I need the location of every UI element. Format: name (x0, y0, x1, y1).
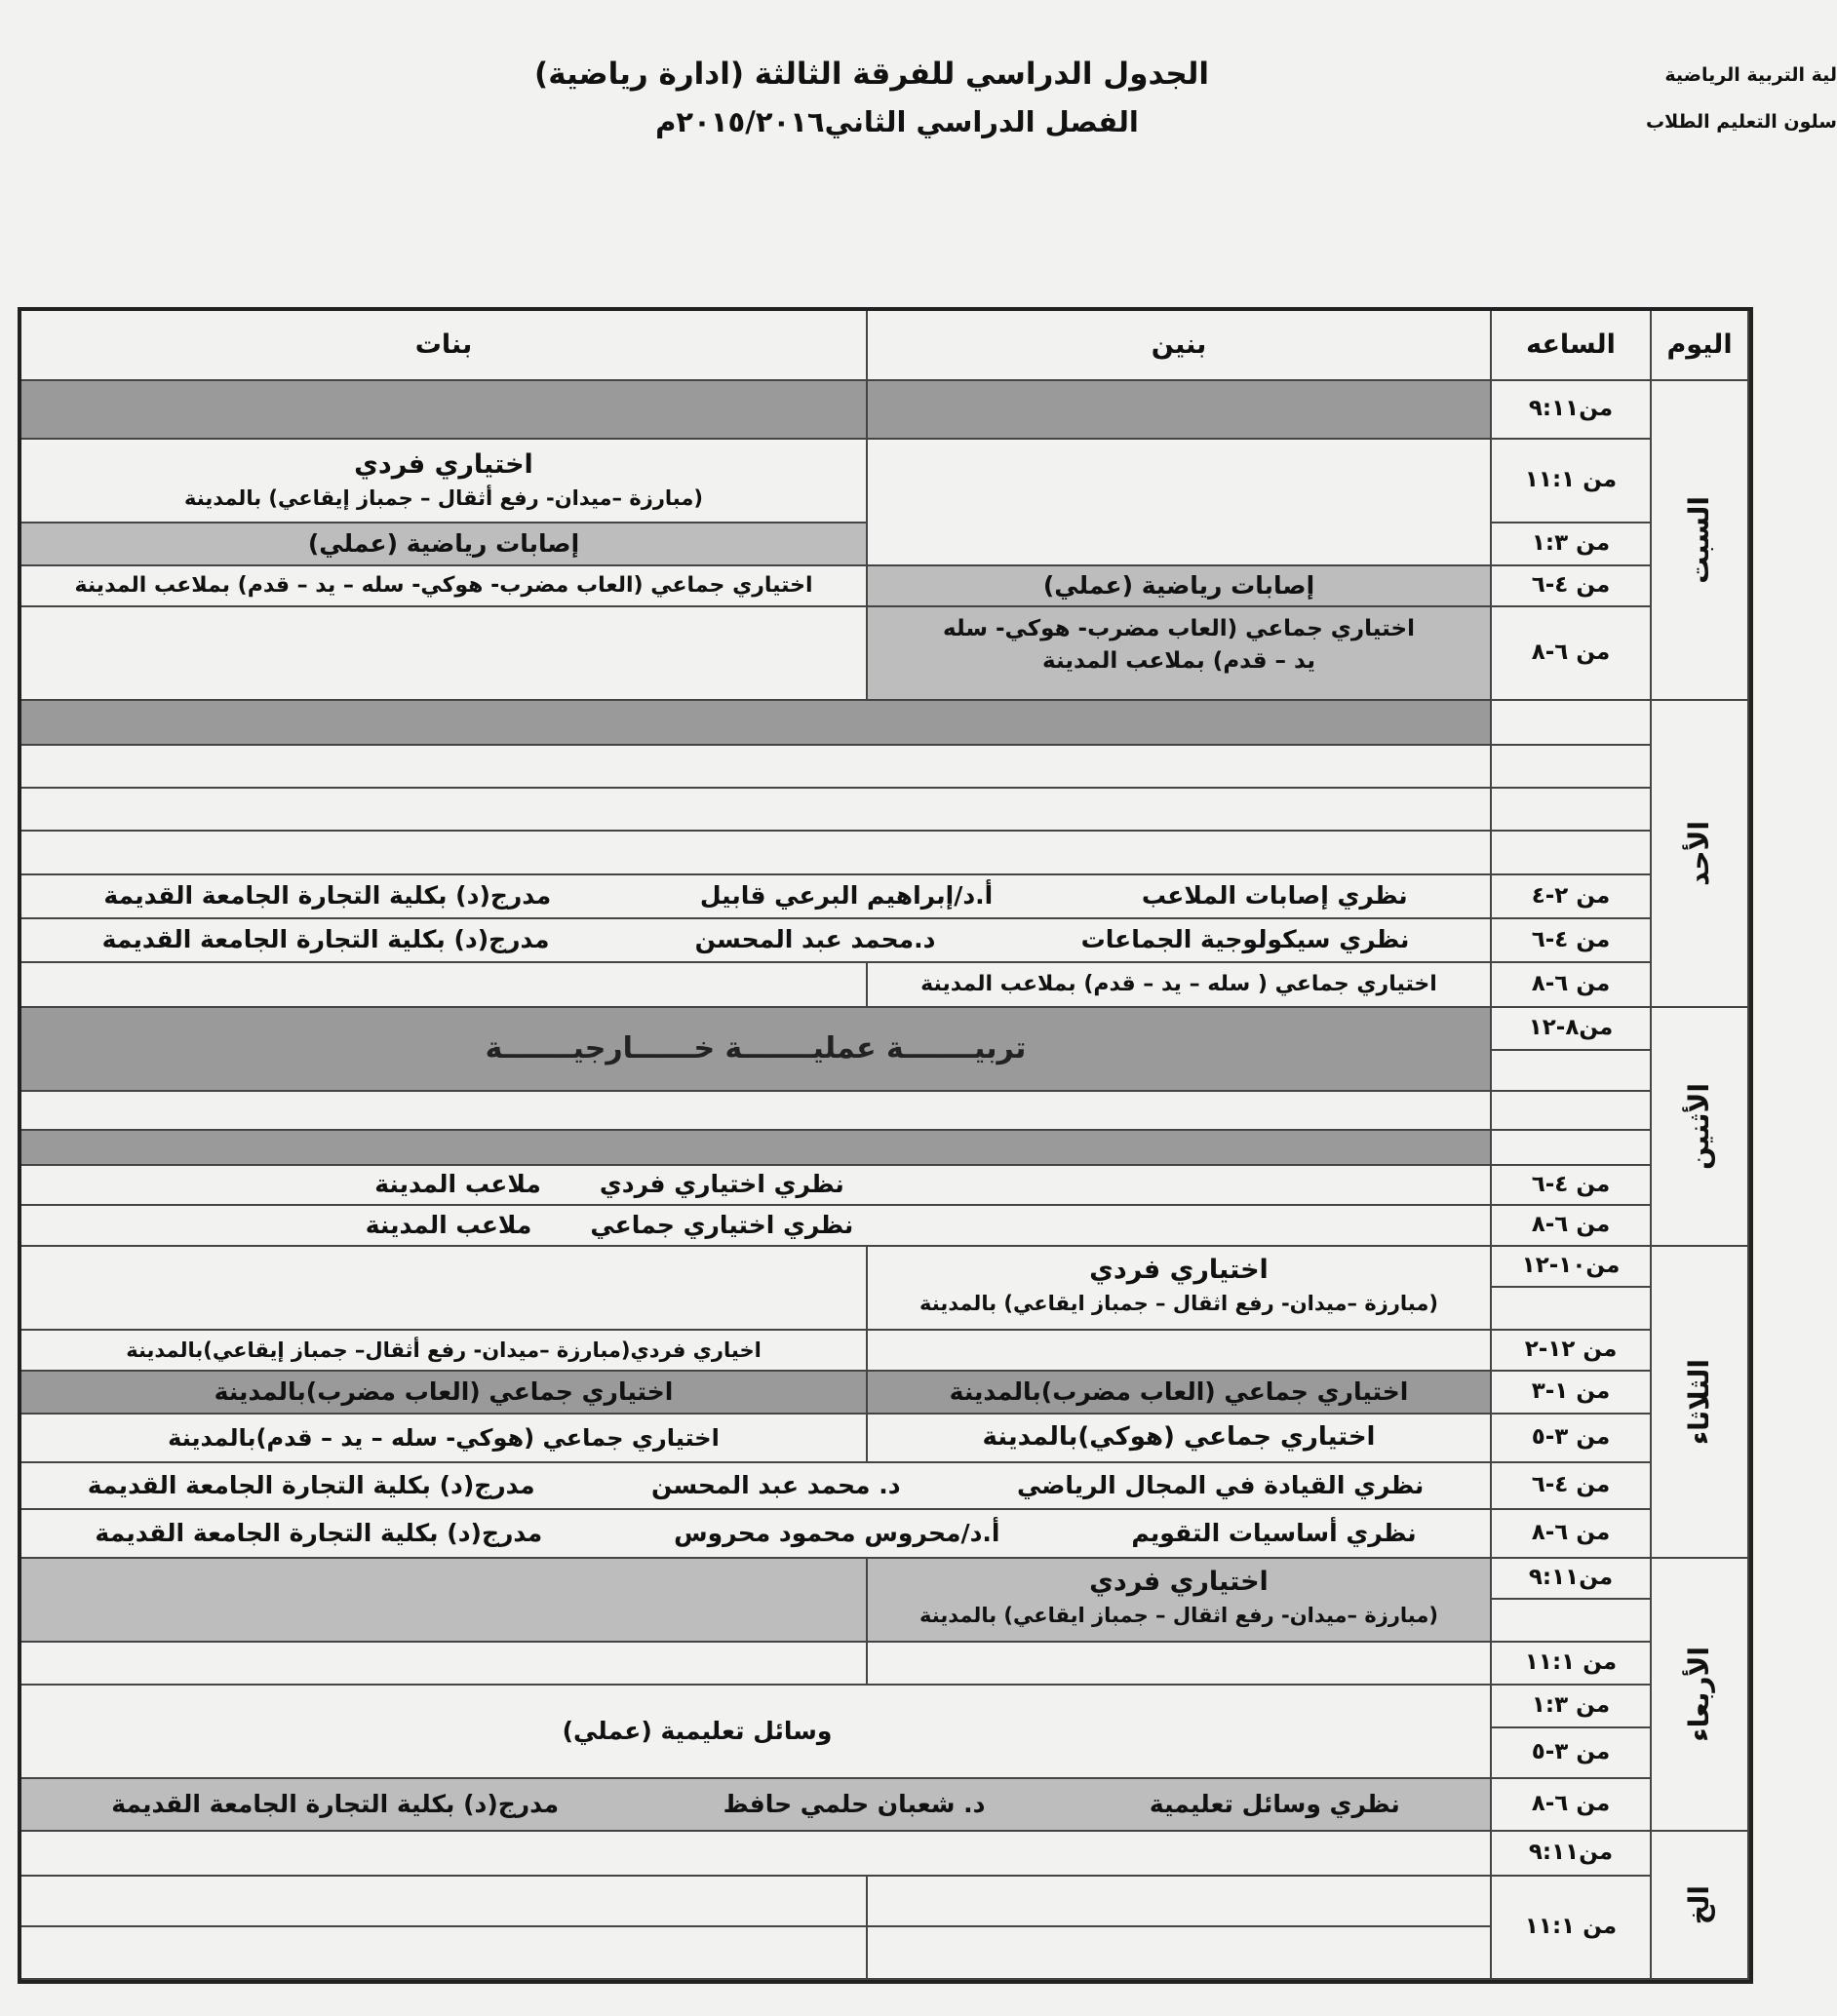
institution-line-2: سلون التعليم الطلاب (1645, 111, 1837, 133)
time-cell: من ٦-٨ (1492, 607, 1652, 701)
time-cell: من ٤-٦ (1492, 566, 1652, 607)
girls-injuries-sat: إصابات رياضية (عملي) (21, 523, 868, 566)
time-cell: من ٤-٦ (1492, 1463, 1652, 1510)
empty-slot (868, 1643, 1492, 1686)
institution-line-1: لية التربية الرياضية (1664, 64, 1837, 86)
header-day: اليوم (1652, 311, 1749, 381)
time-cell: من ١١:١ (1492, 440, 1652, 523)
time-cell (1492, 832, 1652, 875)
empty-slot (21, 832, 1492, 875)
empty-slot (868, 1877, 1492, 1927)
time-cell: من١٠-١٢ (1492, 1247, 1652, 1288)
empty-slot (21, 789, 1492, 832)
time-cell: من ١:٣ (1492, 523, 1652, 566)
time-cell: من ٦-٨ (1492, 1510, 1652, 1559)
girls-individual-sat (21, 440, 868, 523)
external-training-mon (21, 1008, 1492, 1092)
professor-name: د. شعبان حلمي حافظ (723, 1789, 986, 1818)
professor-name: د.محمد عبد المحسن (694, 925, 936, 954)
empty-slot (21, 1832, 1492, 1877)
course-name: نظري وسائل تعليمية (1149, 1789, 1400, 1818)
lecture-place: ملاعب المدينة (374, 1170, 541, 1199)
empty-slot (21, 1877, 868, 1927)
time-cell: من ٣-٥ (1492, 1728, 1652, 1779)
course-name: نظري اختياري جماعي (590, 1210, 854, 1239)
course-title: اختياري فردي (1089, 1567, 1269, 1597)
lecture-mon-1 (21, 1166, 1492, 1206)
time-cell: من ١١:١ (1492, 1643, 1652, 1686)
page-subtitle: الفصل الدراسي الثاني٢٠١٥/٢٠١٦م (655, 105, 1139, 138)
boys-hockey-tue: اختياري جماعي (هوكي)بالمدينة (868, 1415, 1492, 1463)
empty-slot (868, 1331, 1492, 1372)
day-tuesday: الثلاثاء (1652, 1247, 1749, 1559)
course-title: اختياري فردي (354, 449, 533, 480)
girls-racket-tue: اختياري جماعي (العاب مضرب)بالمدينة (21, 1372, 868, 1415)
empty-slot (21, 607, 868, 701)
girls-team-sat: اختياري جماعي (العاب مضرب- هوكي- سله – يد – قدم) بملاعب المدينة (21, 566, 868, 607)
time-cell: من٩:١١ (1492, 381, 1652, 440)
course-name: وسائل تعليمية (عملي) (562, 1716, 833, 1745)
lecture-hall: مدرج(د) بكلية التجارة الجامعة القديمة (87, 1470, 535, 1499)
time-cell: من ١٢-٢ (1492, 1331, 1652, 1372)
course-name: نظري اختياري فردي (599, 1170, 844, 1199)
blocked-slot (21, 381, 868, 440)
lecture-sun-2 (21, 919, 1492, 963)
day-sunday: الأحد (1652, 701, 1749, 1008)
empty-slot (21, 1092, 1492, 1131)
course-title: اختياري فردي (1089, 1255, 1269, 1285)
day-monday: الأثنين (1652, 1008, 1749, 1247)
header-time: الساعه (1492, 311, 1652, 381)
time-cell (1492, 746, 1652, 789)
boys-injuries-sat: إصابات رياضية (عملي) (868, 566, 1492, 607)
lecture-hall: مدرج(د) بكلية التجارة الجامعة القديمة (103, 881, 552, 911)
professor-name: د. محمد عبد المحسن (651, 1470, 901, 1499)
page-title: الجدول الدراسي للفرقة الثالثة (ادارة رياضية) (534, 57, 1209, 92)
time-cell (1492, 1288, 1652, 1331)
training-label: تربيـــــــة عمليـــــــة خــــــارجيـــــــة (485, 1031, 1027, 1066)
time-cell: من ١-٣ (1492, 1372, 1652, 1415)
course-detail: (مبارزة –ميدان- رفع اثقال – جمباز ايقاعي) بالمدينة (919, 1604, 1438, 1628)
course-detail: (مبارزة –ميدان- رفع اثقال – جمباز ايقاعي) بالمدينة (919, 1292, 1438, 1316)
lecture-place: ملاعب المدينة (365, 1210, 532, 1239)
course-detail: (مبارزة –ميدان- رفع أثقال – جمباز إيقاعي) بالمدينة (184, 486, 703, 511)
empty-slot (21, 1927, 868, 1980)
time-cell: من٩:١١ (1492, 1559, 1652, 1600)
professor-name: أ.د/إبراهيم البرعي قابيل (699, 881, 994, 911)
boys-individual-wed (868, 1559, 1492, 1643)
time-cell: من ٦-٨ (1492, 1779, 1652, 1832)
time-cell: من٨-١٢ (1492, 1008, 1652, 1051)
time-cell: من ٣-٥ (1492, 1415, 1652, 1463)
day-thursday: الخ (1652, 1832, 1749, 1980)
time-cell: من٩:١١ (1492, 1832, 1652, 1877)
girls-individual-tue: اخياري فردي(مبارزة –ميدان- رفع أثقال– جمباز إيقاعي)بالمدينة (21, 1331, 868, 1372)
header-girls: بنات (21, 311, 868, 381)
time-cell: من ٢-٤ (1492, 875, 1652, 919)
time-cell (1492, 1131, 1652, 1166)
empty-slot (868, 1927, 1492, 1980)
blocked-slot (21, 701, 1492, 746)
time-cell: من ١١:١ (1492, 1877, 1652, 1980)
lecture-sun-1 (21, 875, 1492, 919)
boys-individual-tue (868, 1247, 1492, 1331)
lecture-hall: مدرج(د) بكلية التجارة الجامعة القديمة (111, 1789, 560, 1818)
course-name: نظري أساسيات التقويم (1131, 1518, 1417, 1547)
blocked-slot (21, 1131, 1492, 1166)
blocked-slot (868, 381, 1492, 440)
lecture-hall: مدرج(د) بكلية التجارة الجامعة القديمة (95, 1518, 543, 1547)
lecture-tue-1 (21, 1463, 1492, 1510)
media-practical-wed (21, 1686, 1492, 1779)
time-cell (1492, 1051, 1652, 1092)
course-name: نظري إصابات الملاعب (1141, 881, 1408, 911)
blocked-slot (21, 1559, 868, 1643)
day-saturday: السبت (1652, 381, 1749, 701)
empty-slot (21, 1247, 868, 1331)
boys-racket-tue: اختياري جماعي (العاب مضرب)بالمدينة (868, 1372, 1492, 1415)
schedule-table (18, 307, 1753, 1984)
empty-slot (21, 1643, 868, 1686)
lecture-hall: مدرج(د) بكلية التجارة الجامعة القديمة (101, 925, 550, 954)
lecture-tue-2 (21, 1510, 1492, 1559)
professor-name: أ.د/محروس محمود محروس (674, 1518, 1000, 1547)
time-cell: من ٤-٦ (1492, 1166, 1652, 1206)
time-cell (1492, 701, 1652, 746)
girls-team-tue: اختياري جماعي (هوكي- سله – يد – قدم)بالمدينة (21, 1415, 868, 1463)
time-cell (1492, 1092, 1652, 1131)
day-wednesday: الأربعاء (1652, 1559, 1749, 1832)
header-boys: بنين (868, 311, 1492, 381)
time-cell: من ٤-٦ (1492, 919, 1652, 963)
time-cell: من ٦-٨ (1492, 1206, 1652, 1247)
course-name: نظري القيادة في المجال الرياضي (1016, 1470, 1425, 1499)
empty-slot (21, 746, 1492, 789)
empty-slot (868, 440, 1492, 566)
course-line: اختياري جماعي (العاب مضرب- هوكي- سله (943, 616, 1415, 641)
lecture-wed (21, 1779, 1492, 1832)
empty-slot (21, 963, 868, 1008)
course-line: يد – قدم) بملاعب المدينة (1042, 648, 1315, 675)
time-cell: من ١:٣ (1492, 1686, 1652, 1728)
time-cell (1492, 789, 1652, 832)
time-cell: من ٦-٨ (1492, 963, 1652, 1008)
boys-team-sat (868, 607, 1492, 701)
boys-team-sun: اختياري جماعي ( سله – يد – قدم) بملاعب المدينة (868, 963, 1492, 1008)
time-cell (1492, 1600, 1652, 1643)
lecture-mon-2 (21, 1206, 1492, 1247)
course-name: نظري سيكولوجية الجماعات (1080, 925, 1410, 954)
